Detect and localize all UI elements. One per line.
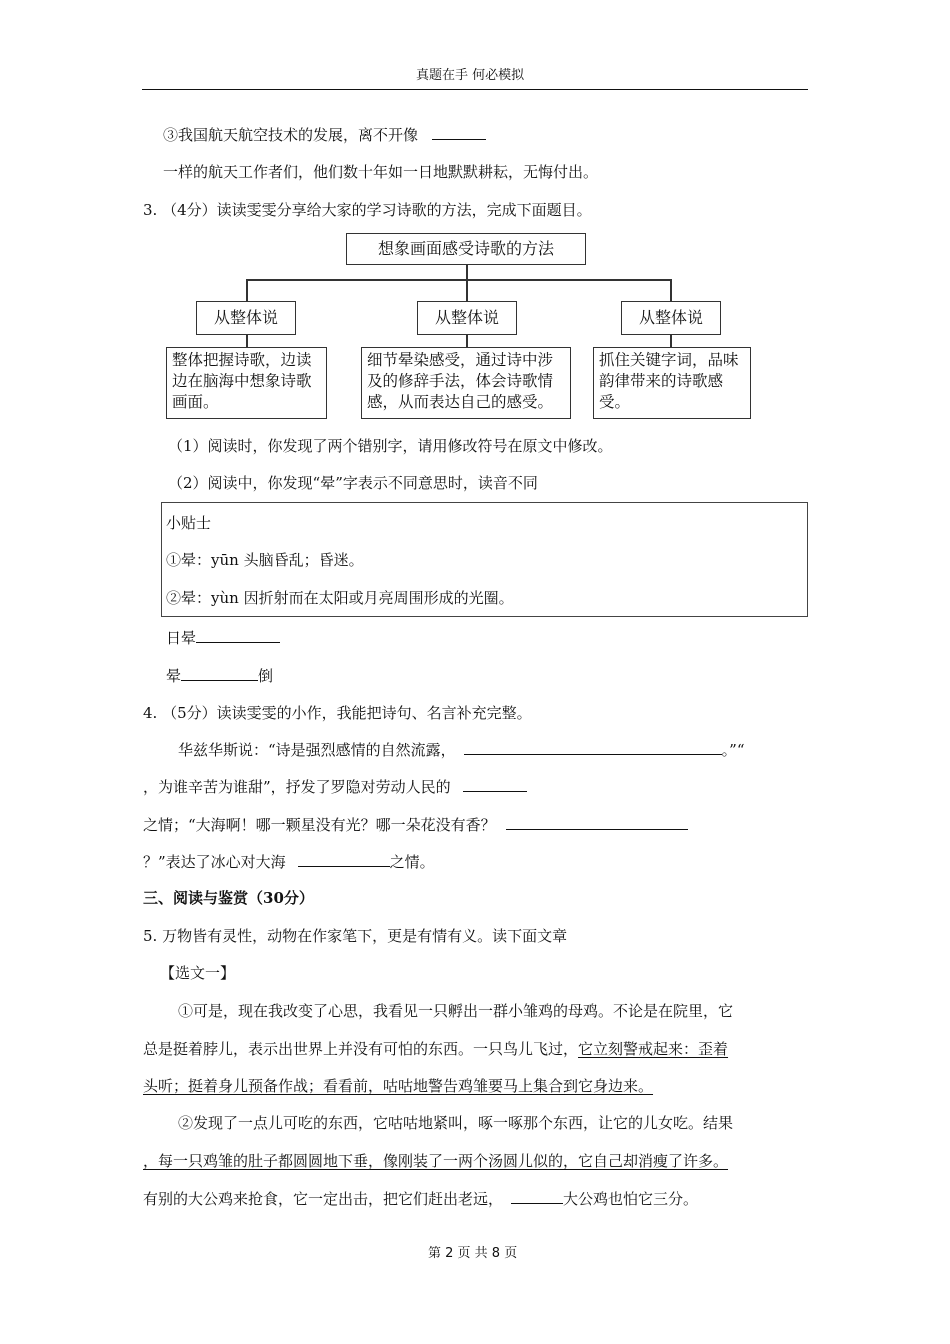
q3-stem: 3. （4分）读读雯雯分享给大家的学习诗歌的方法，完成下面题目。 bbox=[143, 201, 592, 219]
q3-sub2: （2）阅读中，你发现“晕”字表示不同意思时，读音不同 bbox=[168, 474, 538, 492]
q4-line-1 bbox=[178, 739, 745, 760]
q4-text: 之情；“大海啊！哪一颗星没有光？哪一朵花没有香？ bbox=[143, 816, 496, 834]
branch-3-body bbox=[593, 347, 751, 419]
branch-1-body-line: 整体把握诗歌，边读 bbox=[172, 351, 312, 369]
passage-p2-line3 bbox=[143, 1188, 698, 1209]
branch-2-body-line: 感，从而表达自己的感受。 bbox=[367, 393, 554, 411]
branch-2-body bbox=[361, 347, 571, 419]
branch-3-body-line: 受。 bbox=[599, 393, 631, 411]
answer-blank[interactable] bbox=[464, 739, 722, 755]
q4-stem: 4. （5分）读读雯雯的小作，我能把诗句、名言补充完整。 bbox=[143, 704, 532, 722]
passage-text: 大公鸡也怕它三分。 bbox=[563, 1190, 699, 1208]
branch-1-label-box bbox=[196, 301, 296, 335]
q4-text: 。”“ bbox=[721, 741, 745, 759]
q5-stem: 5. 万物皆有灵性，动物在作家笔下，更是有情有义。读下面文章 bbox=[143, 927, 568, 945]
fill-word: 日晕 bbox=[166, 629, 197, 647]
answer-blank[interactable] bbox=[506, 814, 688, 830]
fill-word: 倒 bbox=[258, 667, 274, 685]
passage-p1-line3: 头听；挺着身儿预备作战；看看前，咕咕地警告鸡雏要马上集合到它身边来。 bbox=[143, 1077, 654, 1095]
answer-blank[interactable] bbox=[298, 851, 390, 867]
answer-blank[interactable] bbox=[196, 627, 280, 643]
branch-2-body-line: 细节晕染感受，通过诗中涉 bbox=[367, 351, 554, 369]
passage-p2-line1: ②发现了一点儿可吃的东西，它咕咕地紧叫，啄一啄那个东西，让它的儿女吃。结果 bbox=[178, 1114, 734, 1132]
underlined-sentence: 它立刻警戒起来：歪着 bbox=[578, 1040, 729, 1058]
q3-fill-2 bbox=[166, 665, 273, 686]
q4-line-4 bbox=[143, 851, 435, 872]
passage-text: 有别的大公鸡来抢食，它一定出击，把它们赶出老远， bbox=[143, 1190, 504, 1208]
q4-text: ？”表达了冰心对大海 bbox=[143, 853, 286, 871]
q2-item3-line2: 一样的航天工作者们，他们数十年如一日地默默耕耘，无悔付出。 bbox=[163, 163, 599, 181]
q2-item3-line1 bbox=[163, 124, 486, 145]
passage-text: 总是挺着脖儿，表示出世界上并没有可怕的东西。一只鸟儿飞过， bbox=[143, 1040, 579, 1058]
passage-p2-line2: ，每一只鸡雏的肚子都圆圆地下垂，像刚装了一两个汤圆儿似的，它自己却消瘦了许多。 bbox=[143, 1152, 729, 1170]
passage-tag: 【选文一】 bbox=[160, 964, 236, 982]
connector-right-down bbox=[670, 335, 672, 347]
q4-text: 华兹华斯说：“诗是强烈感情的自然流露， bbox=[178, 741, 456, 759]
tip-item-2: ②晕：yùn 因折射而在太阳或月亮周围形成的光圈。 bbox=[166, 589, 514, 607]
branch-1-body bbox=[166, 347, 327, 419]
page-header-title: 真题在手 何必模拟 bbox=[416, 68, 525, 83]
diagram-root-box bbox=[346, 233, 586, 265]
branch-3-body-line: 韵律带来的诗歌感 bbox=[599, 372, 724, 390]
branch-2-label: 从整体说 bbox=[434, 308, 499, 327]
connector-root bbox=[466, 265, 468, 280]
connector-left-down bbox=[246, 335, 248, 347]
diagram-root-label: 想象画面感受诗歌的方法 bbox=[377, 239, 554, 258]
q4-line-2 bbox=[143, 776, 527, 797]
q2-item3-text: ③我国航天航空技术的发展，离不开像 bbox=[163, 126, 419, 144]
branch-1-label: 从整体说 bbox=[213, 308, 278, 327]
connector-middle bbox=[466, 279, 468, 301]
branch-1-body-line: 边在脑海中想象诗歌 bbox=[172, 372, 312, 390]
passage-p1-line1: ①可是，现在我改变了心思，我看见一只孵出一群小雏鸡的母鸡。不论是在院里，它 bbox=[178, 1002, 734, 1020]
q3-fill-1 bbox=[166, 627, 280, 648]
tip-item-1: ①晕：yūn 头脑昏乱；昏迷。 bbox=[166, 551, 364, 569]
branch-2-label-box bbox=[417, 301, 517, 335]
connector-middle-down bbox=[466, 335, 468, 347]
branch-3-body-line: 抓住关键字词，品味 bbox=[599, 351, 739, 369]
page-footer: 第 2 页 共 8 页 bbox=[428, 1246, 518, 1261]
section-title: 三、阅读与鉴赏（30分） bbox=[143, 889, 314, 907]
branch-2-body-line: 及的修辞手法，体会诗歌情 bbox=[367, 372, 554, 390]
answer-blank[interactable] bbox=[511, 1188, 563, 1204]
header-divider bbox=[142, 89, 808, 90]
passage-p1-line2 bbox=[143, 1039, 728, 1059]
answer-blank[interactable] bbox=[432, 124, 486, 140]
q4-text: 之情。 bbox=[389, 853, 435, 871]
answer-blank[interactable] bbox=[463, 776, 527, 792]
connector-horizontal bbox=[246, 279, 671, 281]
branch-1-body-line: 画面。 bbox=[172, 393, 219, 411]
q4-line-3 bbox=[143, 814, 688, 835]
connector-right bbox=[670, 279, 672, 301]
tip-title: 小贴士 bbox=[166, 514, 212, 532]
answer-blank[interactable] bbox=[181, 665, 258, 681]
q3-sub1: （1）阅读时，你发现了两个错别字，请用修改符号在原文中修改。 bbox=[168, 437, 613, 455]
connector-left bbox=[246, 279, 248, 301]
branch-3-label-box bbox=[621, 301, 721, 335]
branch-3-label: 从整体说 bbox=[638, 308, 703, 327]
q4-text: ，为谁辛苦为谁甜”，抒发了罗隐对劳动人民的 bbox=[143, 778, 451, 796]
fill-word: 晕 bbox=[166, 667, 182, 685]
